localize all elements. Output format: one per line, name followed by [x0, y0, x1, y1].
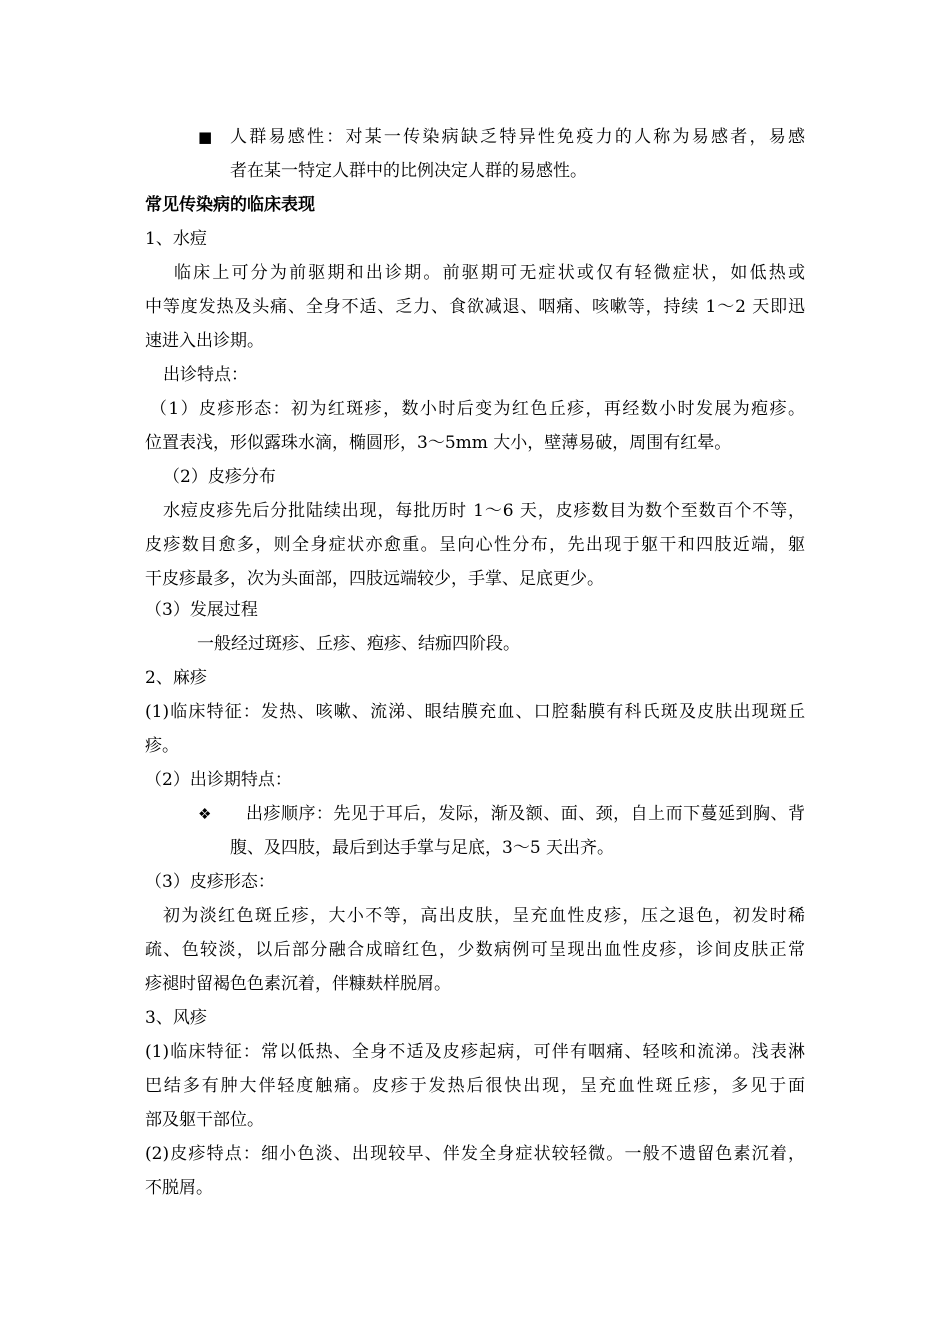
paragraph-line: 出诊特点： — [163, 365, 248, 385]
section-heading: 常见传染病的临床表现 — [145, 195, 315, 215]
paragraph-line: 速进入出诊期。 — [145, 331, 264, 351]
paragraph-line: 疹褪时留褐色色素沉着，伴糠麸样脱屑。 — [145, 974, 451, 994]
square-bullet-icon: ■ — [198, 128, 213, 146]
paragraph-line: （3）皮疹形态： — [145, 872, 275, 892]
paragraph-line: 位置表浅，形似露珠水滴，椭圆形，3～5mm 大小，壁薄易破，周围有红晕。 — [145, 433, 732, 453]
paragraph-line: (1)临床特征：常以低热、全身不适及皮疹起病，可伴有咽痛、轻咳和流涕。浅表淋 — [145, 1042, 805, 1062]
subsection-heading: 1、水痘 — [145, 229, 207, 249]
paragraph-line: （2）皮疹分布 — [163, 467, 276, 487]
paragraph-line: 部及躯干部位。 — [145, 1110, 264, 1130]
paragraph-line: 一般经过斑疹、丘疹、疱疹、结痂四阶段。 — [197, 634, 520, 654]
paragraph-line: 不脱屑。 — [145, 1178, 213, 1198]
paragraph-line: 腹、及四肢，最后到达手掌与足底，3～5 天出齐。 — [230, 838, 615, 858]
diamond-bullet-icon: ❖ — [198, 805, 212, 823]
subsection-heading: 3、风疹 — [145, 1008, 207, 1028]
paragraph-line: 巴结多有肿大伴轻度触痛。皮疹于发热后很快出现，呈充血性斑丘疹，多见于面 — [145, 1076, 805, 1096]
paragraph-line: 者在某一特定人群中的比例决定人群的易感性。 — [230, 161, 587, 181]
paragraph-line: （3）发展过程 — [145, 600, 258, 620]
paragraph-line: （1）皮疹形态：初为红斑疹，数小时后变为红色丘疹，再经数小时发展为疱疹。 — [150, 399, 805, 419]
paragraph-line: 初为淡红色斑丘疹，大小不等，高出皮肤，呈充血性皮疹，压之退色，初发时稀 — [163, 906, 805, 926]
paragraph-line: 水痘皮疹先后分批陆续出现，每批历时 1～6 天，皮疹数目为数个至数百个不等， — [163, 501, 805, 521]
paragraph-line: (1)临床特征：发热、咳嗽、流涕、眼结膜充血、口腔黏膜有科氏斑及皮肤出现斑丘 — [145, 702, 805, 722]
paragraph-line: 干皮疹最多，次为头面部，四肢远端较少，手掌、足底更少。 — [145, 569, 604, 589]
paragraph-line: （2）出诊期特点： — [145, 770, 292, 790]
paragraph-line: 临床上可分为前驱期和出诊期。前驱期可无症状或仅有轻微症状，如低热或 — [174, 263, 805, 283]
paragraph-line: 疏、色较淡，以后部分融合成暗红色，少数病例可呈现出血性皮疹，诊间皮肤正常 — [145, 940, 805, 960]
paragraph-line: 出疹顺序：先见于耳后，发际，渐及额、面、颈，自上而下蔓延到胸、背 — [246, 804, 805, 824]
subsection-heading: 2、麻疹 — [145, 668, 207, 688]
paragraph-line: (2)皮疹特点：细小色淡、出现较早、伴发全身症状较轻微。一般不遗留色素沉着， — [145, 1144, 805, 1164]
paragraph-line: 皮疹数目愈多，则全身症状亦愈重。呈向心性分布，先出现于躯干和四肢近端，躯 — [145, 535, 805, 555]
paragraph-line: 疹。 — [145, 736, 179, 756]
paragraph-line: 人群易感性：对某一传染病缺乏特异性免疫力的人称为易感者，易感 — [230, 127, 805, 147]
paragraph-line: 中等度发热及头痛、全身不适、乏力、食欲减退、咽痛、咳嗽等，持续 1～2 天即迅 — [145, 297, 805, 317]
